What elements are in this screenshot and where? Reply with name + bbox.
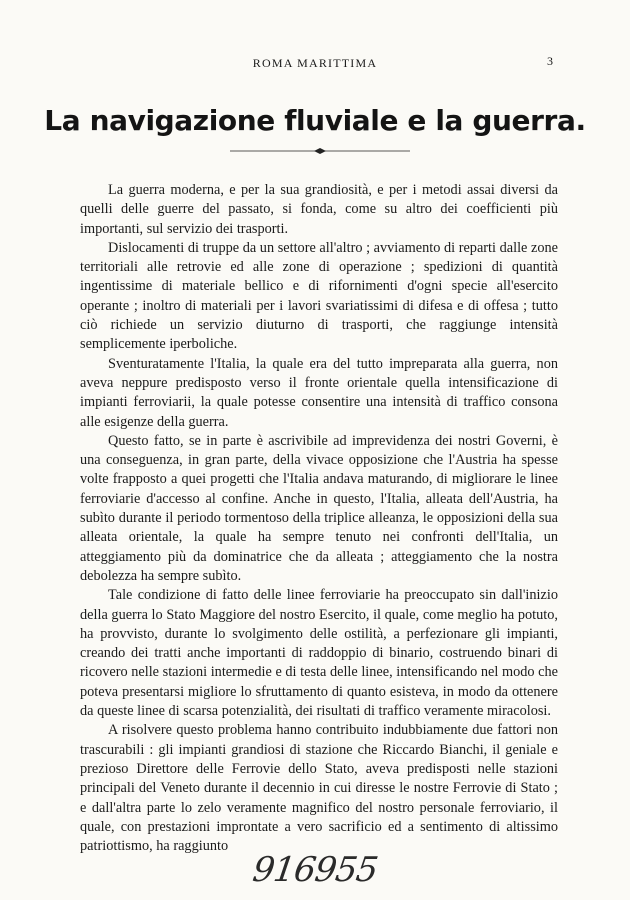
article-body [80,181,558,856]
paragraph: A risolvere questo problema hanno contribuito indubbiamente due fattori non trascurabili : gli impianti grandiosi di stazione che Riccardo Bianchi, il geniale e prezioso Direttore delle Ferrovie dello Stato, aveva predisposti nelle stazioni principali del Veneto durante il decennio in cui diresse le nostre Ferrovie di Stato ; e dall'altra parte lo zelo veramente magnifico del nostro personale ferroviario, il quale, con prestazioni improntate a vero sacrificio ed a sentimento di altissimo patriottismo, ha raggiunto [80,722,558,855]
page-number: 3 [547,54,553,68]
paragraph: Sventuratamente l'Italia, la quale era del tutto impreparata alla guerra, non aveva neppure predisposto verso il fronte orientale quella intensificazione di impianti ferroviarii, la quale potesse consentire una intensità di traffico consona alle esigenze della guerra. [80,355,558,430]
paragraph: La guerra moderna, e per la sua grandiosità, e per i metodi assai diversi da quelli delle guerre del passato, si fonda, come su altro dei coefficienti più importanti, sul servizio dei trasporti. [80,182,558,237]
paragraph: Dislocamenti di truppe da un settore all'altro ; avviamento di reparti dalle zone territoriali alle retrovie ed alle zone di operazione ; spedizioni di quantità ingentissime di materiale bellico e di rifornimenti d'ogni specie all'esercito operante ; inoltro di materiali per i lavori svariatissimi di difesa e di offesa ; tutto ciò richiede un servizio diuturno di trasporti, che raggiunge intensità semplicemente iperboliche. [80,239,558,353]
handwritten-inventory-number: 916955 [250,850,380,890]
title-ornament-divider [230,147,410,155]
paragraph: Tale condizione di fatto delle linee ferroviarie ha preoccupato sin dall'inizio della guerra lo Stato Maggiore del nostro Esercito, il quale, come meglio ha potuto, ha provvisto, durante lo svolgimento delle ostilità, a perfezionare gli impianti, creando dei tratti anche importanti di raddoppio di binario, costruendo binari di ricovero nelle stazioni intermedie e di testa delle linee, intensificando nel modo che poteva presentarsi migliore lo sfruttamento di quanto esisteva, in modo da ottenere da queste linee di scarsa potenzialità, dei risultati di traffico veramente miracolosi. [80,587,558,720]
article-title: La navigazione fluviale e la guerra. [44,104,586,137]
running-title: ROMA MARITTIMA [252,56,378,70]
paragraph: Questo fatto, se in parte è ascrivibile ad imprevidenza dei nostri Governi, è una conseguenza, in gran parte, della vivace opposizione che l'Austria ha spesse volte frapposto a quei progetti che l'Italia andava maturando, di migliorare le linee ferroviarie d'accesso al confine. Anche in questo, l'Italia, alleata dell'Austria, ha subìto durante il periodo tormentoso della triplice alleanza, le opposizioni della sua alleata orientale, la quale ha sempre tenuto nei confronti dell'Italia, un atteggiamento più da dominatrice che da alleata ; atteggiamento che la nostra debolezza ha sempre subìto. [80,432,558,584]
